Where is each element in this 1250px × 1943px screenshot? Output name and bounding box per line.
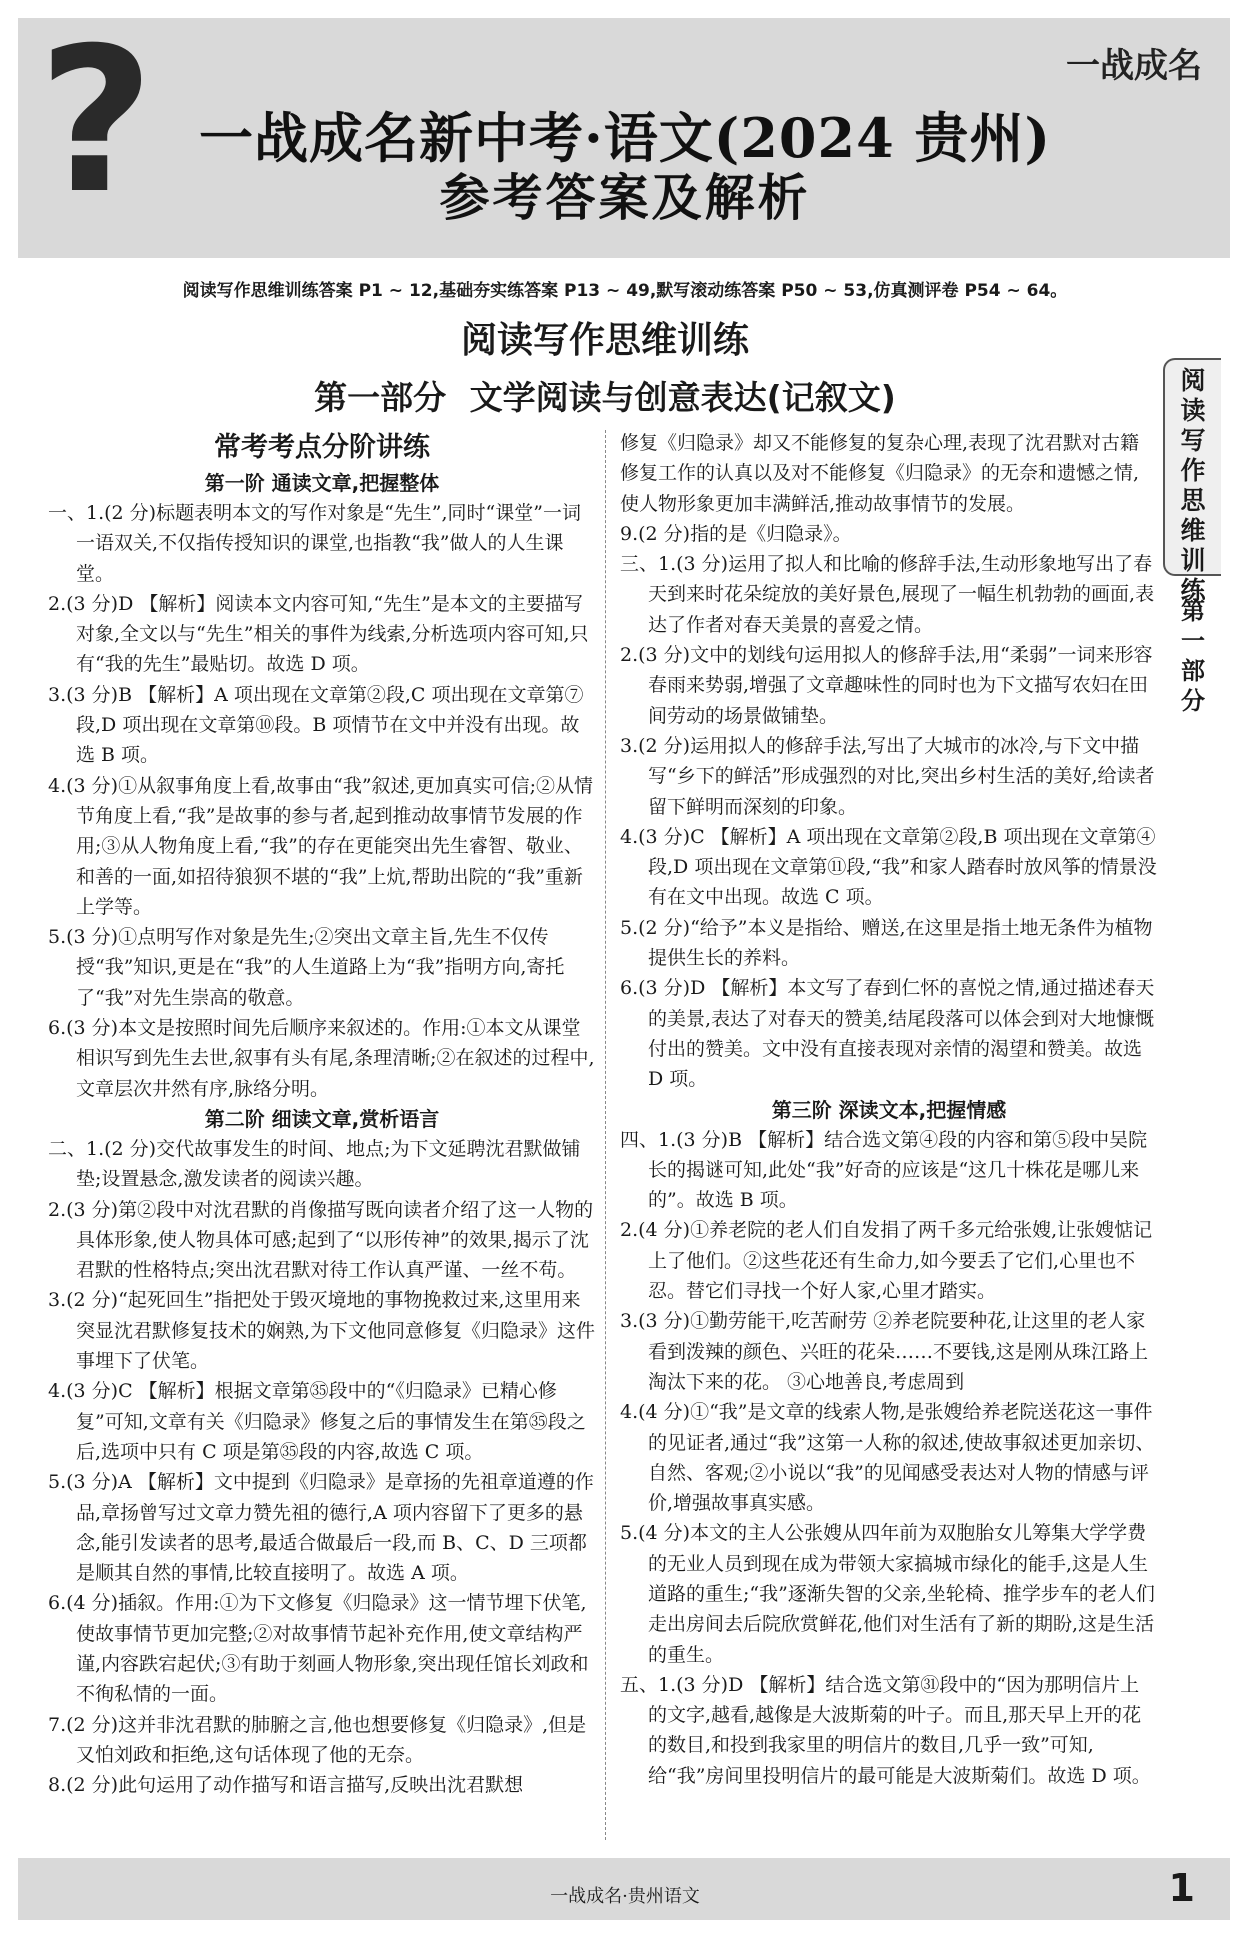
answer-item: 一、1.(2 分)标题表明本文的写作对象是“先生”,同时“课堂”一词一语双关,不仅指传授知识的课堂,也指教“我”做人的人生课堂。 (48, 502, 581, 585)
answer-item: 3.(2 分)“起死回生”指把处于毁灭境地的事物挽救过来,这里用来突显沈君默修复技术的娴熟,为下文他同意修复《归隐录》这件事埋下了伏笔。 (48, 1289, 596, 1373)
answer-item: 3.(2 分)运用拟人的修辞手法,写出了大城市的冰冷,与下文中描写“乡下的鲜活”形成强烈的对比,突出乡村生活的美好,给读者留下鲜明而深刻的印象。 (620, 734, 1155, 818)
answer-item: 五、1.(3 分)D 【解析】结合选文第㉛段中的“因为那明信片上的文字,越看,越像是大波斯菊的叶子。而且,那天早上开的花的数目,和投到我家里的明信片的数目,几乎一致”可知,给“我”房间里投明信片的最可能是大波斯菊们。故选 D 项。 (620, 1673, 1151, 1787)
answer-item: 4.(3 分)C 【解析】根据文章第㉟段中的“《归隐录》已精心修复”可知,文章有关《归隐录》修复之后的事情发生在第㉟段之后,选项中只有 C 项是第㉟段的内容,故选 C 项。 (48, 1380, 586, 1463)
continued-text: 修复《归隐录》却又不能修复的复杂心理,表现了沈君默对古籍修复工作的认真以及对不能修复《归隐录》的无奈和遗憾之情,使人物形象更加丰满鲜活,推动故事情节的发展。 (620, 432, 1140, 515)
answer-item: 二、1.(2 分)交代故事发生的时间、地点;为下文延聘沈君默做铺垫;设置悬念,激发读者的阅读兴趣。 (48, 1137, 581, 1191)
answer-item: 2.(3 分)D 【解析】阅读本文内容可知,“先生”是本文的主要描写对象,全文以与“先生”相关的事件为线索,分析选项内容可知,只有“我的先生”最贴切。故选 D 项。 (48, 592, 589, 676)
column-divider (605, 430, 606, 1840)
answer-item: 4.(3 分)①从叙事角度上看,故事由“我”叙述,更加真实可信;②从情节角度上看,“我”是故事的参与者,起到推动故事情节发展的作用;③从人物角度上看,“我”的存在更能突出先生睿智、敬业、和善的一面,如招待狼狈不堪的“我”上炕,帮助出院的“我”重新上学等。 (48, 774, 593, 918)
part-title: 第一部分 文学阅读与创意表达(记叙文) (314, 378, 896, 417)
answer-item: 6.(3 分)D 【解析】本文写了春到仁怀的喜悦之情,通过描述春天的美景,表达了对春天的赞美,结尾段落可以体会到对大地慷慨付出的赞美。文中没有直接表现对亲情的渴望和赞美。故选 D 项。 (620, 977, 1155, 1091)
side-tab (1163, 358, 1221, 605)
answer-item: 5.(4 分)本文的主人公张嫂从四年前为双胞胎女儿筹集大学学费的无业人员到现在成为带领大家搞城市绿化的能手,这是人生道路的重生;“我”逐渐失智的父亲,坐轮椅、推学步车的老人们走出房间去后院欣赏鲜花,他们对生活有了新的期盼,这是生活的重生。 (620, 1522, 1155, 1666)
side-sub-label (1170, 596, 1216, 716)
side-sub-text: 第一部分 (1181, 597, 1205, 715)
answer-range: 阅读写作思维训练答案 P1 ~ 12,基础夯实练答案 P13 ~ 49,默写滚动练答案 P50 ~ 53,仿真测评卷 P54 ~ 64。 (182, 281, 1068, 301)
answer-item: 6.(3 分)本文是按照时间先后顺序来叙述的。作用:①本文从课堂相识写到先生去世,叙事有头有尾,条理清晰;②在叙述的过程中,文章层次井然有序,脉络分明。 (48, 1017, 595, 1100)
answer-item: 5.(2 分)“给予”本义是指给、赠送,在这里是指土地无条件为植物提供生长的养料。 (620, 916, 1153, 970)
brand-logo: 一战成名 (1066, 46, 1202, 86)
page-title: 一战成名新中考·语文(2024 贵州) (199, 106, 1051, 170)
right-column (620, 428, 1158, 1791)
answer-item: 2.(3 分)第②段中对沈君默的肖像描写既向读者介绍了这一人物的具体形象,使人物具体可感;起到了“以形传神”的效果,揭示了沈君默的性格特点;突出沈君默对待工作认真严谨、一丝不苟。 (48, 1198, 594, 1282)
answer-item: 4.(3 分)C 【解析】A 项出现在文章第②段,B 项出现在文章第④段,D 项出现在文章第⑪段,“我”和家人踏春时放风筝的情景没有在文中出现。故选 C 项。 (620, 825, 1157, 909)
answer-item: 四、1.(3 分)B 【解析】结合选文第④段的内容和第⑤段中吴院长的揭谜可知,此处“我”好奇的应该是“这几十株花是哪儿来的”。故选 B 项。 (620, 1128, 1148, 1212)
answer-item: 5.(3 分)A 【解析】文中提到《归隐录》是章扬的先祖章道遵的作品,章扬曾写过文章力赞先祖的德行,A 项内容留下了更多的悬念,能引发读者的思考,最适合做最后一段,而 B、C、D 三项都是顺其自然的事情,比较直接明了。故选 A 项。 (48, 1471, 594, 1585)
page-number: 1 (1168, 1866, 1195, 1910)
stage-3-heading: 第三阶 深读文本,把握情感 (771, 1097, 1007, 1122)
answer-item: 5.(3 分)①点明写作对象是先生;②突出文章主旨,先生不仅传授“我”知识,更是在“我”的人生道路上为“我”指明方向,寄托了“我”对先生崇高的敬意。 (48, 926, 565, 1009)
footer-text: 一战成名·贵州语文 (550, 1886, 700, 1907)
stage-2-heading: 第二阶 细读文章,赏析语言 (204, 1106, 440, 1131)
answer-item: 2.(4 分)①养老院的老人们自发捐了两千多元给张嫂,让张嫂惦记上了他们。②这些花还有生命力,如今要丢了它们,心里也不忍。替它们寻找一个好人家,心里才踏实。 (620, 1219, 1153, 1303)
answer-item: 3.(3 分)①勤劳能干,吃苦耐劳 ②养老院要种花,让这里的老人家看到泼辣的颜色、兴旺的花朵……不要钱,这是刚从珠江路上淘汰下来的花。 ③心地善良,考虑周到 (620, 1310, 1149, 1393)
answer-item: 7.(2 分)这并非沈君默的肺腑之言,他也想要修复《归隐录》,但是又怕刘政和拒绝,这句话体现了他的无奈。 (48, 1713, 587, 1766)
section-title: 阅读写作思维训练 (460, 320, 749, 361)
answer-item: 三、1.(3 分)运用了拟人和比喻的修辞手法,生动形象地写出了春天到来时花朵绽放的美好景色,展现了一幅生机勃勃的画面,表达了作者对春天美景的喜爱之情。 (620, 553, 1155, 636)
answer-item: 8.(2 分)此句运用了动作描写和语言描写,反映出沈君默想 (48, 1774, 524, 1797)
page-subtitle: 参考答案及解析 (439, 168, 811, 227)
answer-item: 4.(4 分)①“我”是文章的线索人物,是张嫂给养老院送花这一事件的见证者,通过“我”这第一人称的叙述,使故事叙述更加亲切、自然、客观;②小说以“我”的见闻感受表达对人物的情感与评价,增强故事真实感。 (620, 1401, 1155, 1515)
side-tab-label: 阅读写作思维训练 (1180, 366, 1206, 605)
answer-item: 6.(4 分)插叙。作用:①为下文修复《归隐录》这一情节埋下伏笔,使故事情节更加完整;②对故事情节起补充作用,使文章结构严谨,内容跌宕起伏;③有助于刻画人物形象,突出现任馆长刘政和不徇私情的一面。 (48, 1592, 589, 1706)
left-column (48, 428, 596, 1800)
answer-item: 9.(2 分)指的是《归隐录》。 (620, 522, 852, 545)
stage-1-heading: 第一阶 通读文章,把握整体 (204, 471, 440, 495)
question-mark-icon: ? (38, 5, 155, 238)
answer-item: 3.(3 分)B 【解析】A 项出现在文章第②段,C 项出现在文章第⑦段,D 项出现在文章第⑩段。B 项情节在文中并没有出现。故选 B 项。 (48, 683, 584, 767)
answer-item: 2.(3 分)文中的划线句运用拟人的修辞手法,用“柔弱”一词来形容春雨来势弱,增强了文章趣味性的同时也为下文描写农妇在田间劳动的场景做铺垫。 (620, 644, 1153, 727)
left-heading: 常考考点分阶讲练 (214, 432, 430, 463)
